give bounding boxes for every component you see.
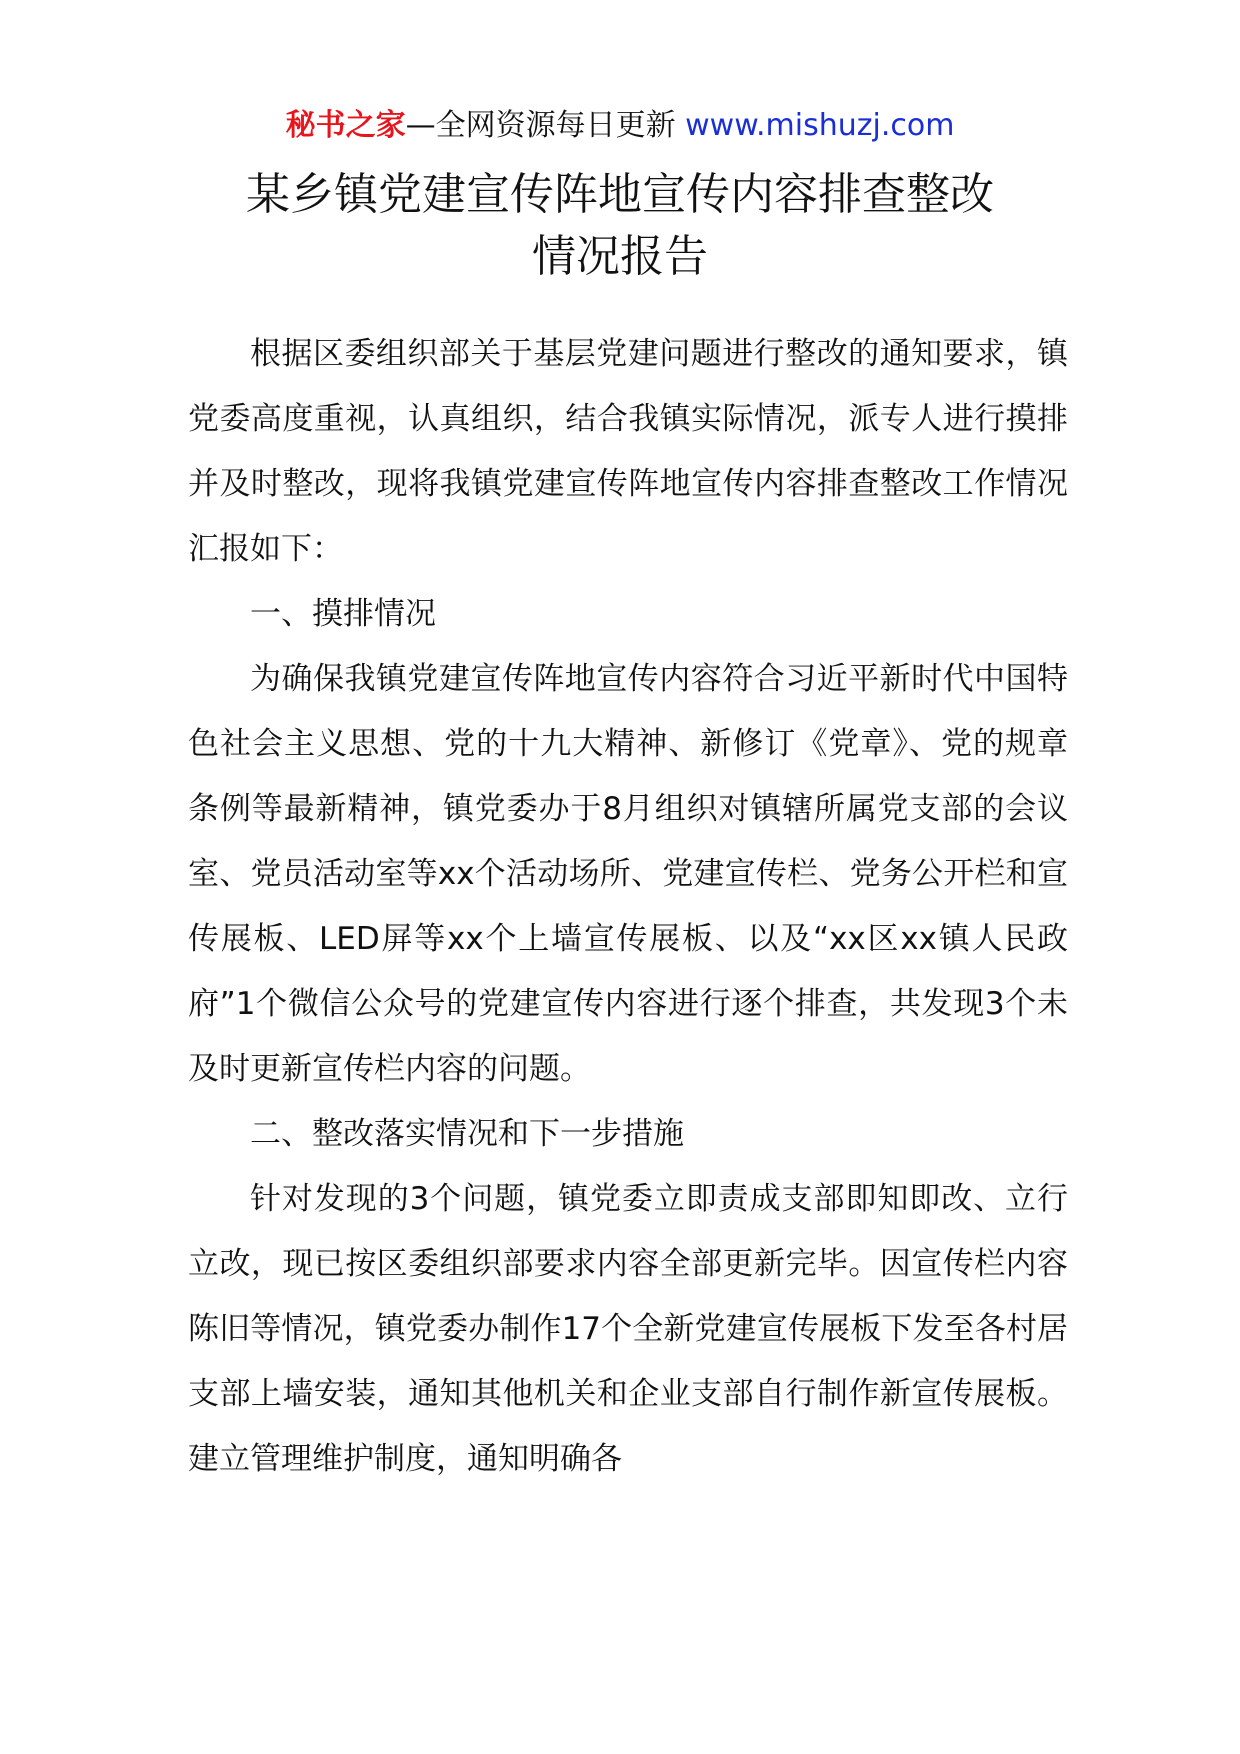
section-heading-2: 二、整改落实情况和下一步措施 [250, 1116, 684, 1152]
section-2-paragraph: 针对发现的3个问题，镇党委立即责成支部即知即改、立行立改，现已按区委组织部要求内容全部更新完毕。因宣传栏内容陈旧等情况，镇党委办制作17个全新党建宣传展板下发至各村居支部上墙安装，通知其他机关和企业支部自行制作新宣传展板。建立管理维护制度，通知明确各 [188, 1181, 1068, 1477]
section-heading-1: 一、摸排情况 [250, 596, 436, 632]
intro-paragraph: 根据区委组织部关于基层党建问题进行整改的通知要求，镇党委高度重视，认真组织，结合我镇实际情况，派专人进行摸排并及时整改，现将我镇党建宣传阵地宣传内容排查整改工作情况汇报如下： [188, 336, 1068, 567]
brand-name: 秘书之家 [285, 108, 406, 143]
header-slogan: —全网资源每日更新 [405, 108, 676, 143]
site-url-link[interactable]: www.mishuzj.com [685, 108, 955, 143]
site-header [0, 104, 1240, 148]
document-title [120, 164, 1120, 288]
document-body [188, 322, 1068, 1492]
title-line-2: 情况报告 [532, 231, 708, 282]
section-1-paragraph: 为确保我镇党建宣传阵地宣传内容符合习近平新时代中国特色社会主义思想、党的十九大精神、新修订《党章》、党的规章条例等最新精神，镇党委办于8月组织对镇辖所属党支部的会议室、党员活动室等xx个活动场所、党建宣传栏、党务公开栏和宣传展板、LED屏等xx个上墙宣传展板、以及“xx区xx镇人民政府”1个微信公众号的党建宣传内容进行逐个排查，共发现3个未及时更新宣传栏内容的问题。 [188, 661, 1068, 1087]
title-line-1: 某乡镇党建宣传阵地宣传内容排查整改 [246, 169, 994, 220]
